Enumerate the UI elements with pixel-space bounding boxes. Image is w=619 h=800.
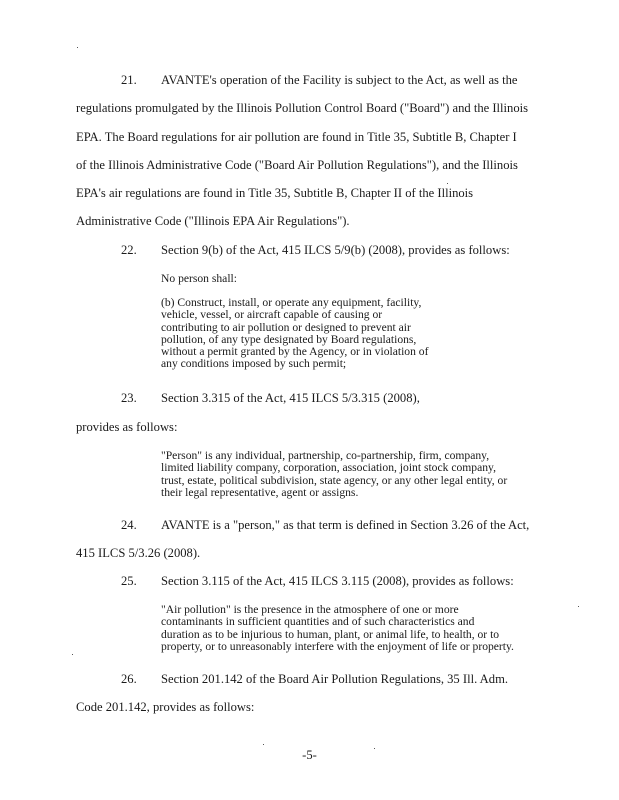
quote-line: vehicle, vessel, or aircraft capable of causing or <box>161 308 383 321</box>
body-line: AVANTE's operation of the Facility is subject to the Act, as well as the <box>161 73 518 87</box>
quote-line: "Air pollution" is the presence in the atmosphere of one or more <box>161 603 459 616</box>
paragraph-number: 24. <box>121 518 137 532</box>
quote-line: limited liability company, corporation, association, joint stock company, <box>161 461 496 474</box>
body-line: Administrative Code ("Illinois EPA Air Regulations"). <box>76 214 350 228</box>
paragraph-number: 21. <box>121 73 137 87</box>
quote-line: without a permit granted by the Agency, or in violation of <box>161 345 429 358</box>
quote-line: pollution, of any type designated by Board regulations, <box>161 333 417 346</box>
scan-speck <box>578 606 579 607</box>
page-number: -5- <box>302 748 317 762</box>
scan-speck <box>77 47 78 48</box>
quote-line: trust, estate, political subdivision, state agency, or any other legal entity, or <box>161 474 508 487</box>
body-line: EPA's air regulations are found in Title 35, Subtitle B, Chapter II of the Illinois <box>76 186 474 200</box>
body-line: provides as follows: <box>76 420 178 434</box>
quote-line: any conditions imposed by such permit; <box>161 357 347 370</box>
body-line: of the Illinois Administrative Code ("Board Air Pollution Regulations"), and the Illinois <box>76 158 518 172</box>
body-line: Section 201.142 of the Board Air Pollution Regulations, 35 Ill. Adm. <box>161 672 509 686</box>
body-line: AVANTE is a "person," as that term is defined in Section 3.26 of the Act, <box>161 518 530 532</box>
quote-line: contributing to air pollution or designed to prevent air <box>161 321 411 334</box>
quote-line: duration as to be injurious to human, plant, or animal life, to health, or to <box>161 628 500 641</box>
paragraph-number: 26. <box>121 672 137 686</box>
quote-line: "Person" is any individual, partnership, co-partnership, firm, company, <box>161 449 490 462</box>
body-line: Section 3.315 of the Act, 415 ILCS 5/3.315 (2008), <box>161 391 420 405</box>
scan-speck <box>447 183 448 184</box>
paragraph-number: 23. <box>121 391 137 405</box>
body-line: EPA. The Board regulations for air pollution are found in Title 35, Subtitle B, Chapter I <box>76 130 517 144</box>
body-line: 415 ILCS 5/3.26 (2008). <box>76 546 201 560</box>
quote-intro: No person shall: <box>161 272 237 285</box>
scan-speck <box>263 744 264 745</box>
body-line: Code 201.142, provides as follows: <box>76 700 255 714</box>
scan-speck <box>72 654 73 655</box>
quote-line: contaminants in sufficient quantities and of such characteristics and <box>161 615 475 628</box>
quote-line: (b) Construct, install, or operate any equipment, facility, <box>161 296 422 309</box>
body-line: Section 3.115 of the Act, 415 ILCS 3.115 (2008), provides as follows: <box>161 574 514 588</box>
quote-line: property, or to unreasonably interfere with the enjoyment of life or property. <box>161 640 514 653</box>
body-line: Section 9(b) of the Act, 415 ILCS 5/9(b) (2008), provides as follows: <box>161 243 510 257</box>
paragraph-number: 22. <box>121 243 137 257</box>
quote-line: their legal representative, agent or assigns. <box>161 486 359 499</box>
paragraph-number: 25. <box>121 574 137 588</box>
body-line: regulations promulgated by the Illinois Pollution Control Board ("Board") and the Illinois <box>76 101 529 115</box>
